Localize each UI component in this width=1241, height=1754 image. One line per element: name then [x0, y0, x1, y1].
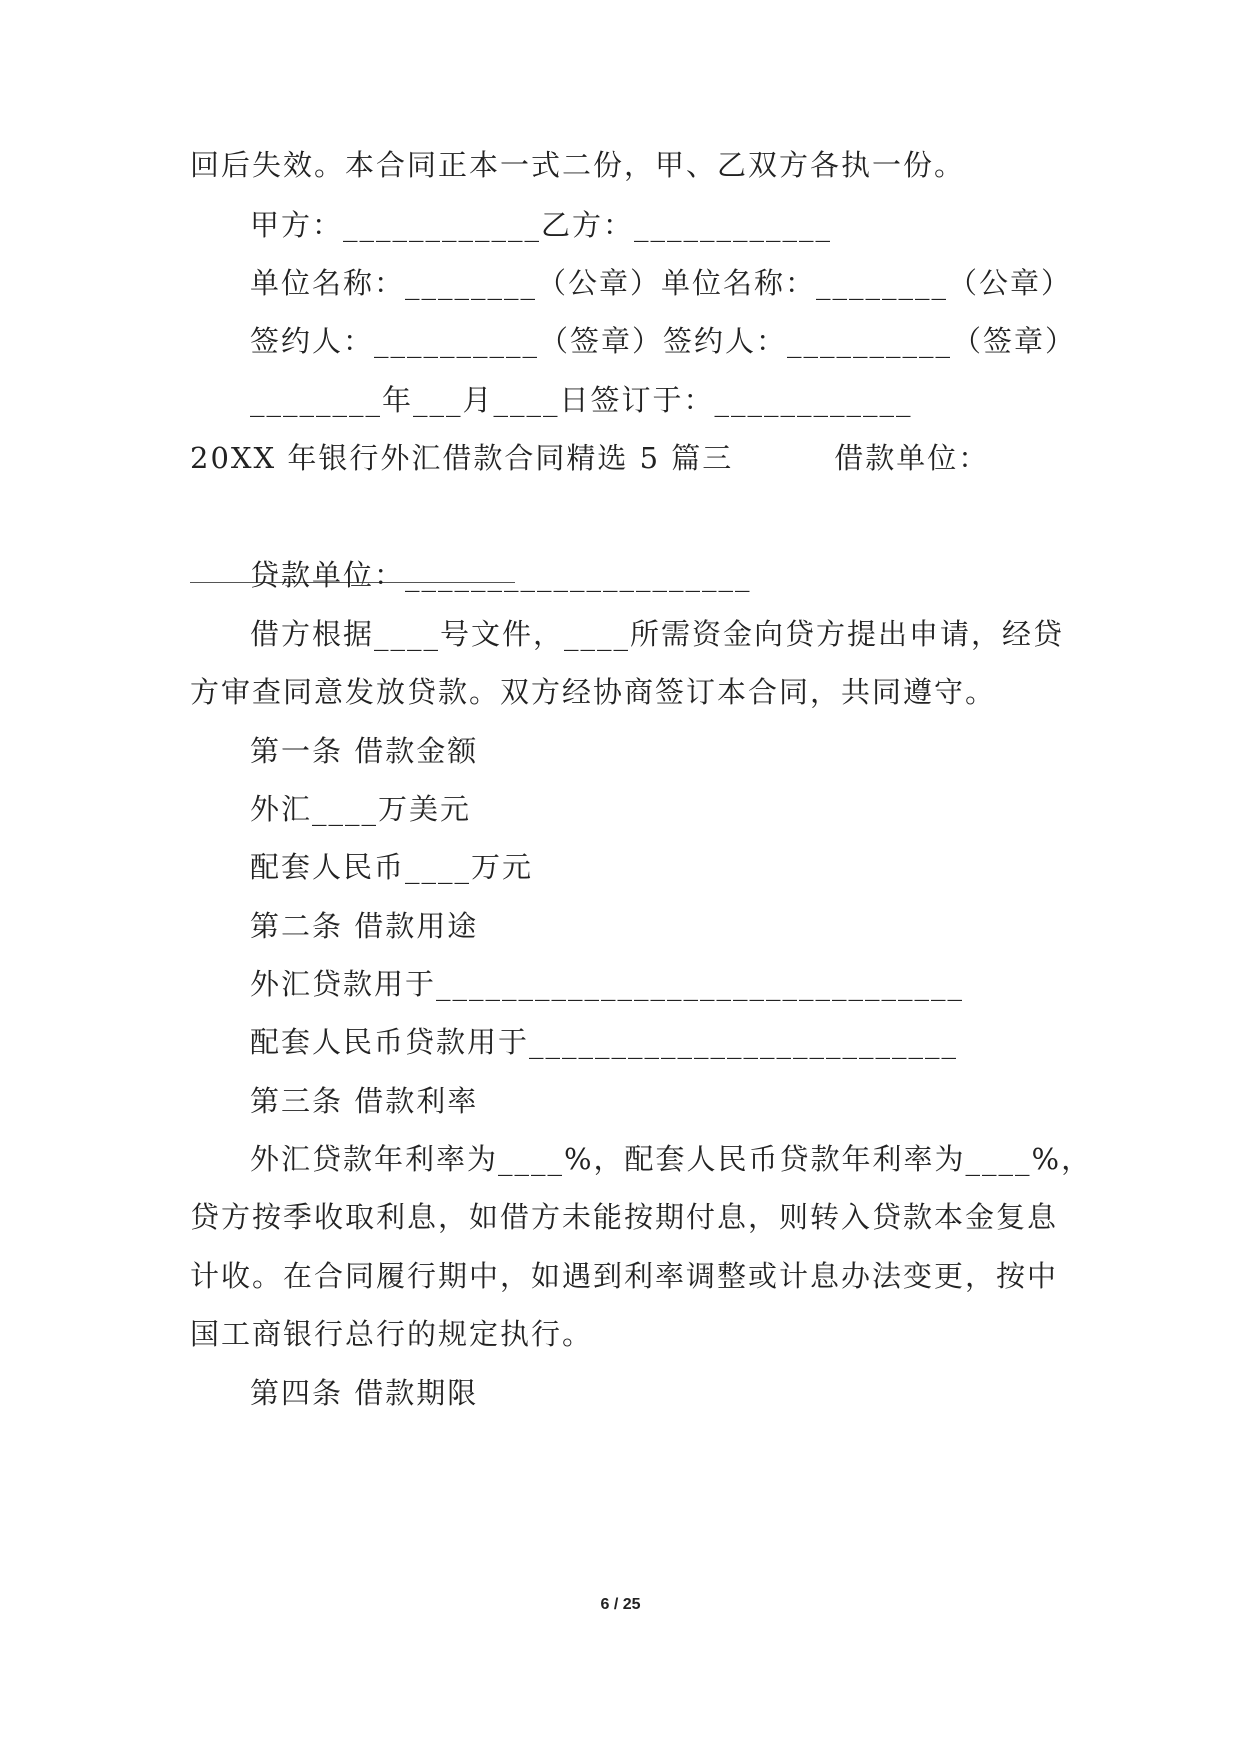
signatory-line: 签约人：__________（签章）签约人：__________（签章）	[250, 324, 1077, 358]
paragraph-line: 国工商银行总行的规定执行。	[190, 1317, 594, 1351]
paragraph-line: 外汇贷款用于________________________________	[250, 967, 965, 1001]
paragraph-line: 配套人民币贷款用于__________________________	[250, 1025, 959, 1059]
paragraph-line: 贷方按季收取利息，如借方未能按期付息，则转入贷款本金复息	[190, 1200, 1059, 1234]
paragraph-line: 回后失效。本合同正本一式二份，甲、乙双方各执一份。	[190, 148, 966, 182]
article-heading: 第三条 借款利率	[250, 1084, 479, 1118]
lender-line: 贷款单位：_____________________	[250, 558, 752, 592]
article-heading: 第四条 借款期限	[250, 1376, 479, 1410]
paragraph-line: 配套人民币____万元	[250, 850, 534, 884]
page-number: 6 / 25	[600, 1596, 641, 1613]
signature-parties-line: 甲方：____________乙方：____________	[250, 208, 833, 242]
paragraph-line: 借方根据____号文件，____所需资金向贷方提出申请，经贷	[250, 617, 1065, 651]
article-heading: 第一条 借款金额	[250, 734, 479, 768]
paragraph-line: 外汇____万美元	[250, 792, 472, 826]
paragraph-line: 方审查同意发放贷款。双方经协商签订本合同，共同遵守。	[190, 675, 997, 709]
paragraph-line: 计收。在合同履行期中，如遇到利率调整或计息办法变更，按中	[190, 1259, 1059, 1293]
unit-name-line: 单位名称：________（公章）单位名称：________（公章）	[250, 266, 1073, 300]
paragraph-line: 外汇贷款年利率为____%，配套人民币贷款年利率为____%，	[250, 1142, 1093, 1176]
contract-title-line: 20XX 年银行外汇借款合同精选 5 篇三 借款单位：	[190, 441, 990, 475]
article-heading: 第二条 借款用途	[250, 909, 479, 943]
signing-date-line: ________年___月____日签订于：____________	[250, 383, 913, 417]
